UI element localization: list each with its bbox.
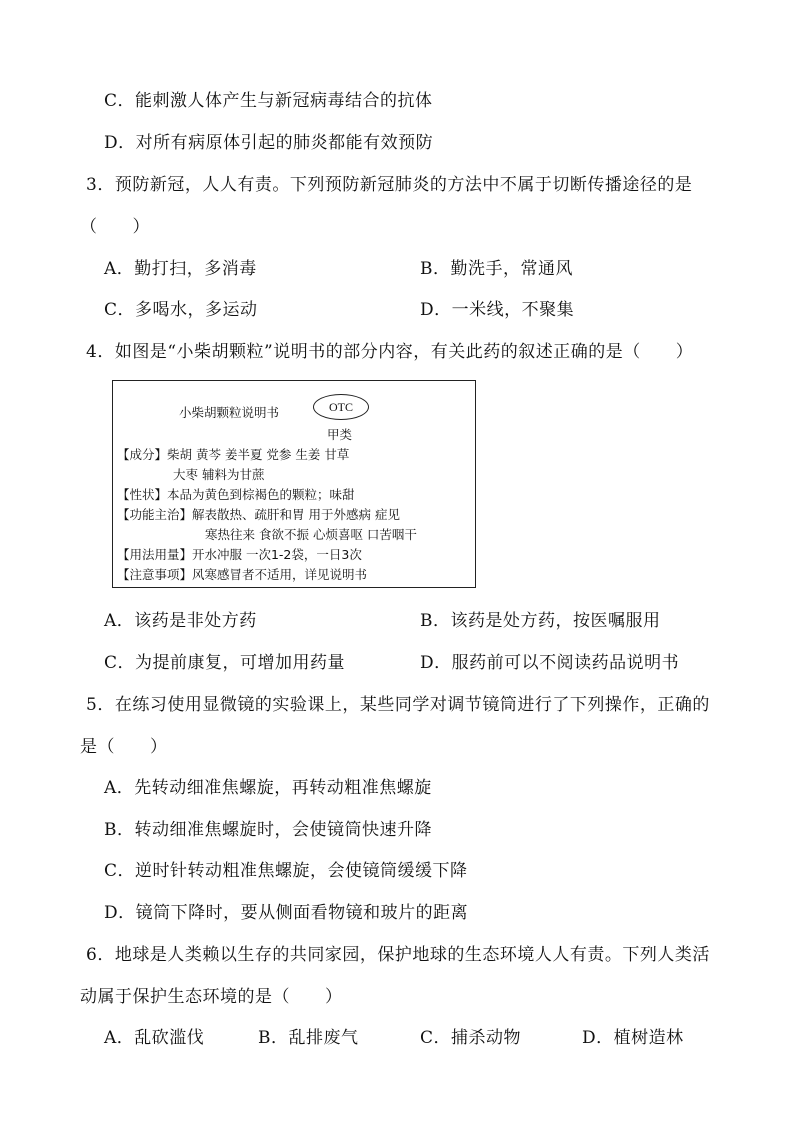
question-4-stem: 4．如图是“小柴胡颗粒”说明书的部分内容，有关此药的叙述正确的是（ ） [86,342,694,362]
question-3-stem: 3．预防新冠，人人有责。下列预防新冠肺炎的方法中不属于切断传播途径的是 [86,175,693,195]
q4-option-c: C．为提前康复，可增加用药量 [104,653,346,673]
q3-option-d: D．一米线，不聚集 [420,300,575,320]
q3-option-b: B．勤洗手，常通风 [420,259,573,279]
q4-option-b: B．该药是处方药，按医嘱服用 [420,611,661,631]
q3-option-c: C．多喝水，多运动 [104,300,258,320]
q5-option-a: A．先转动细准焦螺旋，再转动粗准焦螺旋 [104,778,432,798]
insert-title: 小柴胡颗粒说明书 [179,405,280,420]
q4-option-d: D．服药前可以不阅读药品说明书 [420,653,680,673]
q2-option-d: D．对所有病原体引起的肺炎都能有效预防 [104,133,434,153]
medicine-insert-figure [112,380,476,588]
insert-properties: 【性状】本品为黄色到棕褐色的颗粒；味甜 [117,487,355,502]
q4-option-a: A．该药是非处方药 [104,611,257,631]
insert-precautions: 【注意事项】风寒感冒者不适用，详见说明书 [117,567,368,582]
q3-option-a: A．勤打扫，多消毒 [104,259,257,279]
q6-option-b: B．乱排废气 [258,1028,359,1048]
question-6-stem-cont: 动属于保护生态环境的是（ ） [80,987,343,1007]
insert-ingredients: 【成分】柴胡 黄芩 姜半夏 党参 生姜 甘草 [117,447,350,462]
question-3-answer-paren: （ ） [80,217,150,237]
q5-option-c: C．逆时针转动粗准焦螺旋，会使镜筒缓缓下降 [104,861,468,881]
insert-indications: 【功能主治】解表散热、疏肝和胃 用于外感病 症见 [117,507,400,522]
insert-dosage: 【用法用量】开水冲服 一次1-2袋，一日3次 [117,547,362,562]
q5-option-b: B．转动细准焦螺旋时，会使镜筒快速升降 [104,820,432,840]
insert-indications-cont: 寒热往来 食欲不振 心烦喜呕 口苦咽干 [205,527,417,542]
q5-option-d: D．镜筒下降时，要从侧面看物镜和玻片的距离 [104,903,469,923]
insert-category: 甲类 [327,427,353,442]
question-5-stem: 5．在练习使用显微镜的实验课上，某些同学对调节镜筒进行了下列操作，正确的 [86,695,710,715]
otc-badge: OTC [313,394,369,420]
q6-option-c: C．捕杀动物 [420,1028,522,1048]
question-5-stem-cont: 是（ ） [80,737,168,757]
q6-option-d: D．植树造林 [582,1028,684,1048]
insert-ingredients-cont: 大枣 辅料为甘蔗 [173,467,265,482]
question-6-stem: 6．地球是人类赖以生存的共同家园，保护地球的生态环境人人有责。下列人类活 [86,945,710,965]
q6-option-a: A．乱砍滥伐 [104,1028,205,1048]
q2-option-c: C．能刺激人体产生与新冠病毒结合的抗体 [104,91,433,111]
